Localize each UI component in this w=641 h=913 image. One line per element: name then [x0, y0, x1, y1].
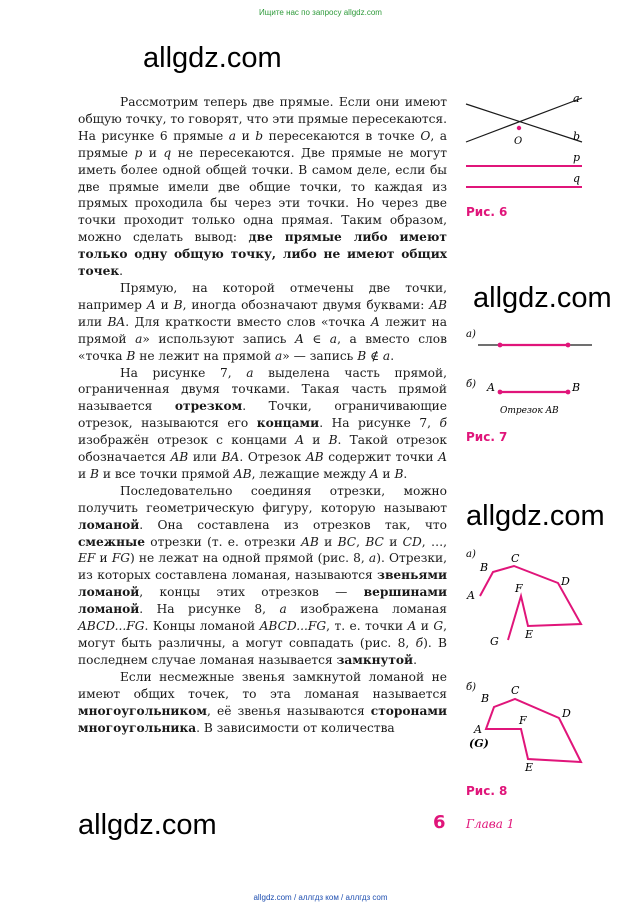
- watermark-mid-right: allgdz.com: [473, 282, 612, 314]
- text-run: выделена часть прямой, ограниченная двумя точками. Такая часть прямой называется: [78, 365, 447, 414]
- text-run: и все точки прямой: [98, 466, 234, 481]
- text-run: , её звенья называются: [206, 703, 371, 718]
- bold-term: вершинами ломаной: [78, 585, 447, 617]
- text-run: , могут быть различны, а могут совпадать (рис. 8,: [78, 619, 447, 650]
- text-run: . В зависимости от количества: [196, 720, 395, 735]
- text-run: .: [413, 652, 417, 667]
- math-symbol: AB: [301, 534, 319, 549]
- line-a: [466, 98, 582, 142]
- math-symbol: B: [90, 466, 99, 481]
- text-run: ). В последнем случае ломаная называется: [78, 636, 447, 667]
- text-run: ,: [356, 534, 366, 549]
- top-search-link[interactable]: Ищите нас по запросу allgdz.com: [259, 8, 382, 17]
- text-run: . Она составлена из отрезков так, что: [139, 517, 447, 532]
- label-o: O: [514, 136, 523, 147]
- text-run: и: [155, 297, 174, 312]
- math-symbol: AB: [429, 297, 447, 312]
- math-symbol: A ∈ a: [294, 331, 338, 346]
- math-symbol: а: [246, 365, 254, 380]
- figure-7-segment: [462, 325, 597, 420]
- text-run: изображён отрезок с концами: [78, 433, 296, 448]
- text-run: пересекаются в точке: [263, 128, 421, 143]
- vertex-b: B: [480, 561, 489, 574]
- math-symbol: A: [438, 450, 447, 465]
- vertex-b: B: [481, 692, 490, 705]
- vertex-c: C: [511, 684, 520, 697]
- math-symbol: A: [369, 466, 379, 481]
- bottom-links[interactable]: allgdz.com / аллгдз ком / аллгдз com: [253, 893, 388, 902]
- bold-term: концами: [256, 416, 320, 431]
- text-run: и: [78, 466, 90, 481]
- math-symbol: BA: [221, 450, 240, 465]
- text-run: . На рисунке 7,: [319, 416, 440, 431]
- vertex-e: E: [525, 628, 534, 641]
- text-run: .: [119, 264, 124, 279]
- text-run: ). Отрезки, из которых составлена ломаная, называются: [78, 551, 447, 583]
- segment-ab-caption: Отрезок AB: [500, 406, 559, 416]
- math-symbol: A: [370, 314, 380, 329]
- math-symbol: B: [126, 348, 136, 363]
- math-symbol: а: [279, 602, 287, 617]
- math-symbol: B ∉ a: [357, 348, 391, 363]
- watermark-bottom: allgdz.com: [78, 809, 217, 841]
- math-symbol: B: [328, 433, 338, 448]
- paragraph-3: [78, 365, 447, 483]
- text-run: . Отрезок: [239, 450, 306, 465]
- text-run: содержит точки: [323, 450, 439, 465]
- math-symbol: FG: [111, 551, 131, 566]
- point-a: [498, 390, 503, 395]
- vertex-a: A: [467, 589, 475, 602]
- text-run: и: [383, 534, 403, 549]
- text-run: . На рисунке 8,: [139, 602, 280, 617]
- vertex-f: F: [519, 714, 527, 727]
- text-run: . Для краткости вместо слов «точка: [125, 314, 371, 329]
- math-symbol: a: [135, 331, 143, 346]
- text-run: и: [142, 145, 164, 160]
- label-b: B: [572, 381, 581, 394]
- math-symbol: a: [275, 348, 283, 363]
- math-symbol: B: [394, 466, 404, 481]
- text-run: изображена ломаная: [286, 602, 447, 617]
- figure-6-caption: Рис. 6: [466, 205, 508, 219]
- line-b: [466, 104, 582, 142]
- label-a: A: [487, 381, 495, 394]
- math-symbol: б: [439, 416, 447, 431]
- text-run: Если несмежные звенья замкнутой ломаной не имеют общих точек, то эта ломаная называется: [78, 669, 447, 701]
- paragraph-5: [78, 669, 447, 737]
- math-symbol: A: [295, 433, 305, 448]
- point-o: [517, 126, 521, 130]
- vertex-e: E: [525, 761, 534, 774]
- vertex-a: A: [474, 723, 482, 736]
- figure-8a-polyline: [462, 545, 602, 650]
- text-run: Рассмотрим теперь две прямые. Если они имеют общую точку, то говорят, что эти прямые пересекаются. На рисунке 6 прямые: [78, 95, 447, 143]
- math-symbol: AB: [305, 450, 324, 465]
- text-run: .: [403, 466, 408, 481]
- bold-term: сторонами многоугольника: [78, 703, 447, 735]
- text-run: » — запись: [282, 348, 358, 363]
- vertex-c: C: [511, 552, 520, 565]
- label-q: q: [573, 172, 581, 185]
- text-run: , а вместо слов «точка: [78, 331, 447, 363]
- page-number: 6: [433, 812, 446, 833]
- fig7-point-2: [566, 343, 571, 348]
- math-symbol: AB: [170, 450, 189, 465]
- paragraph-2: [78, 280, 447, 365]
- text-run: и: [95, 551, 112, 566]
- fig8b-part-label: б): [466, 682, 477, 693]
- text-run: не пересекаются. Две прямые не могут иметь более одной общей точки. В самом деле, если бы две прямые имели две общие точки, то каждая из прямых проходила бы через эти точки. Но через две точки проходит только одна прямая. Таким образом, можно сделать вывод:: [78, 145, 447, 245]
- fig7-part-a-label: а): [466, 329, 476, 340]
- math-symbol: BC: [337, 534, 357, 549]
- figure-8b-closed-polyline: [462, 678, 602, 783]
- figure-7-caption: Рис. 7: [466, 430, 508, 444]
- text-run: , …,: [421, 534, 448, 549]
- math-symbol: BA: [107, 314, 126, 329]
- bold-term: многоугольником: [78, 703, 207, 718]
- math-symbol: q: [163, 145, 172, 160]
- watermark-top: allgdz.com: [143, 42, 282, 74]
- math-symbol: b: [255, 128, 264, 143]
- vertex-g-coincident: (G): [469, 737, 489, 750]
- text-run: лежит на прямой: [78, 314, 447, 346]
- bold-term: ломаной: [78, 517, 140, 532]
- math-symbol: ABCD...FG: [78, 619, 145, 634]
- bold-term: замкнутой: [336, 652, 414, 667]
- text-run: .: [390, 348, 395, 363]
- text-run: На рисунке 7,: [120, 365, 247, 380]
- label-p: p: [573, 151, 581, 164]
- paragraph-1: [78, 94, 447, 280]
- bold-term: смежные: [78, 534, 145, 549]
- figure-8-caption: Рис. 8: [466, 784, 508, 798]
- math-symbol: B: [173, 297, 183, 312]
- text-run: отрезки (т. е. отрезки: [144, 534, 302, 549]
- math-symbol: p: [134, 145, 143, 160]
- main-text: [78, 94, 447, 736]
- math-symbol: ABCD...FG: [259, 619, 327, 634]
- text-run: , т. е. точки: [326, 619, 408, 634]
- vertex-g: G: [490, 635, 499, 648]
- text-run: , концы этих отрезков —: [139, 585, 364, 600]
- text-run: не лежит на прямой: [135, 348, 276, 363]
- text-run: , иногда обозначают двумя буквами:: [182, 297, 430, 312]
- math-symbol: A: [407, 619, 417, 634]
- math-symbol: EF: [78, 551, 96, 566]
- math-symbol: A: [146, 297, 156, 312]
- text-run: Последовательно соединяя отрезки, можно получить геометрическую фигуру, которую называют: [78, 483, 447, 515]
- vertex-d: D: [561, 575, 570, 588]
- label-a: a: [573, 92, 580, 105]
- text-run: и: [416, 619, 434, 634]
- math-symbol: a: [228, 128, 237, 143]
- text-run: или: [78, 314, 108, 329]
- text-run: . Такой отрезок обозначается: [78, 433, 447, 465]
- vertex-f: F: [515, 582, 523, 595]
- math-symbol: б: [415, 636, 424, 650]
- bold-term: две прямые либо имеют только одну общую точку, либо не имеют общих точек: [78, 230, 447, 279]
- math-symbol: BC: [365, 534, 384, 549]
- bold-term: отрезком: [174, 399, 243, 414]
- text-run: ) не лежат на одной прямой (рис. 8,: [130, 551, 369, 566]
- bold-term: звеньями ломаной: [78, 568, 447, 600]
- text-run: и: [318, 534, 338, 549]
- math-symbol: O: [420, 128, 431, 143]
- point-b: [566, 390, 571, 395]
- fig7-point-1: [498, 343, 503, 348]
- watermark-lower-right: allgdz.com: [466, 500, 605, 532]
- text-run: . Точки, ограничивающие отрезок, называются его: [78, 399, 447, 431]
- text-run: » используют запись: [142, 331, 295, 346]
- text-run: , а прямые: [78, 128, 448, 160]
- vertex-d: D: [562, 707, 571, 720]
- paragraph-4: [78, 483, 447, 669]
- math-symbol: CD: [402, 534, 422, 549]
- text-run: и: [236, 128, 256, 143]
- fig8a-part-label: а): [466, 549, 476, 560]
- text-run: и: [304, 433, 329, 448]
- chapter-label: Глава 1: [466, 817, 515, 831]
- math-symbol: AB: [233, 466, 252, 481]
- math-symbol: G: [433, 619, 444, 634]
- label-b: b: [573, 130, 581, 143]
- text-run: и: [378, 466, 395, 481]
- text-run: Прямую, на которой отмечены две точки, например: [78, 280, 447, 312]
- math-symbol: а: [368, 551, 377, 566]
- text-run: . Концы ломаной: [144, 619, 260, 634]
- figure-6-intersecting-lines: [462, 90, 592, 200]
- text-run: , лежащие между: [251, 466, 370, 481]
- fig7-part-b-label: б): [466, 379, 477, 390]
- text-run: или: [188, 450, 222, 465]
